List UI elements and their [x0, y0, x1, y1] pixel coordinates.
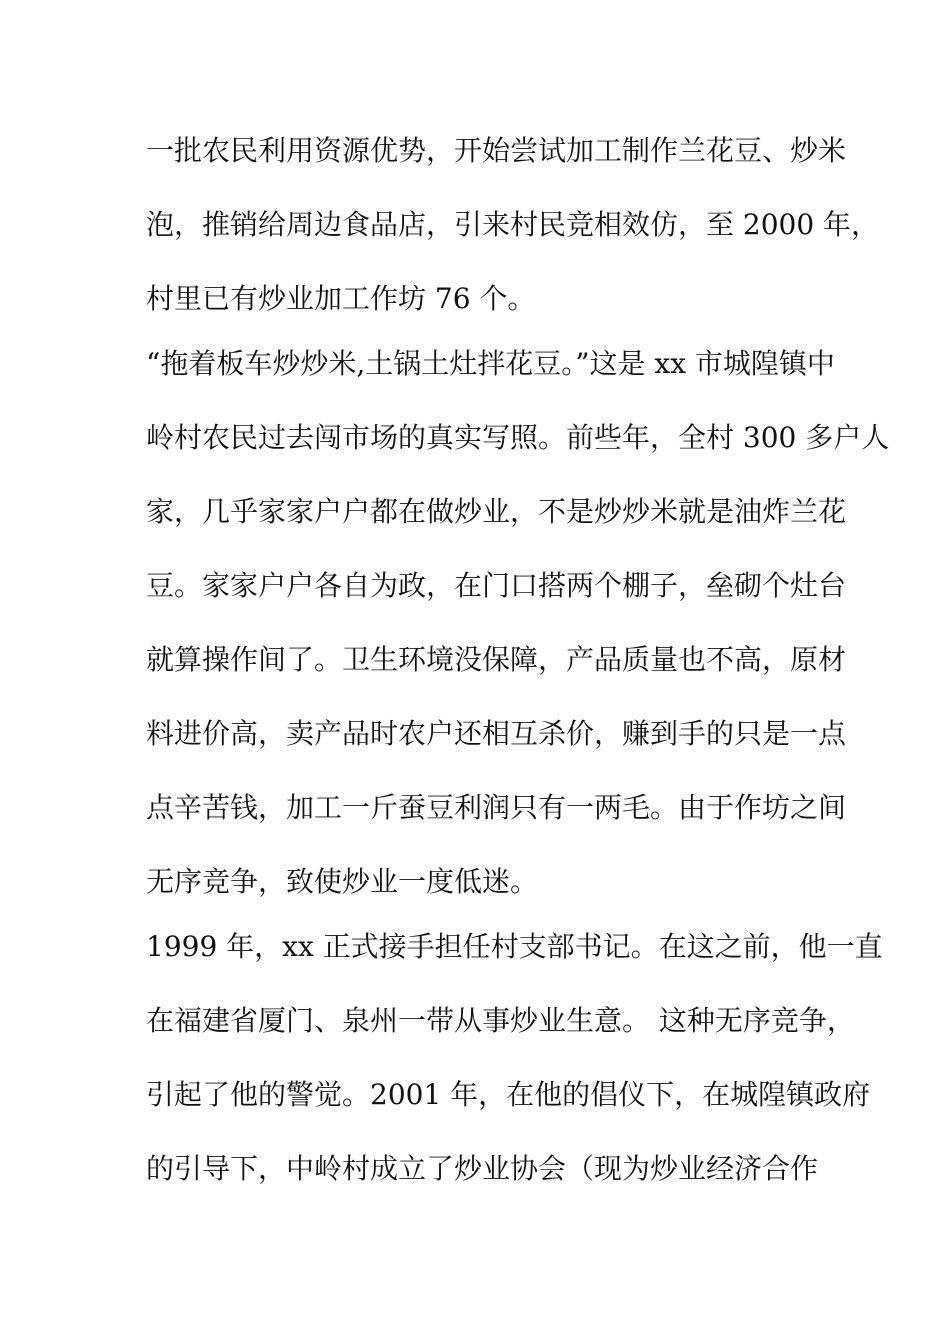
text-line: 豆。家家户户各自为政，在门口搭两个棚子，垒砌个灶台 [146, 569, 847, 602]
text-line: 引起了他的警觉。2001 年，在他的倡仪下，在城隍镇政府 [146, 1078, 871, 1111]
text-line: 家，几乎家家户户都在做炒业，不是炒炒米就是油炸兰花 [146, 495, 847, 528]
text-line: 一批农民利用资源优势，开始尝试加工制作兰花豆、炒米 [146, 134, 847, 167]
text-line: 就算操作间了。卫生环境没保障，产品质量也不高，原材 [146, 643, 847, 676]
text-line: 点辛苦钱，加工一斤蚕豆利润只有一两毛。由于作坊之间 [146, 791, 847, 824]
text-line: 岭村农民过去闯市场的真实写照。前些年，全村 300 多户人 [146, 421, 890, 454]
text-line: 无序竞争，致使炒业一度低迷。 [146, 865, 539, 898]
text-line: “拖着板车炒炒米,土锅土灶拌花豆。”这是 xx 市城隍镇中 [146, 347, 835, 380]
text-line: 在福建省厦门、泉州一带从事炒业生意。 这种无序竞争， [146, 1004, 855, 1037]
text-line: 1999 年，xx 正式接手担任村支部书记。在这之前，他一直 [146, 930, 883, 963]
text-line: 泡，推销给周边食品店，引来村民竞相效仿，至 2000 年， [146, 208, 880, 241]
text-line: 村里已有炒业加工作坊 76 个。 [146, 282, 536, 315]
text-line: 的引导下，中岭村成立了炒业协会（现为炒业经济合作 [146, 1152, 819, 1185]
text-line: 料进价高，卖产品时农户还相互杀价，赚到手的只是一点 [146, 717, 847, 750]
